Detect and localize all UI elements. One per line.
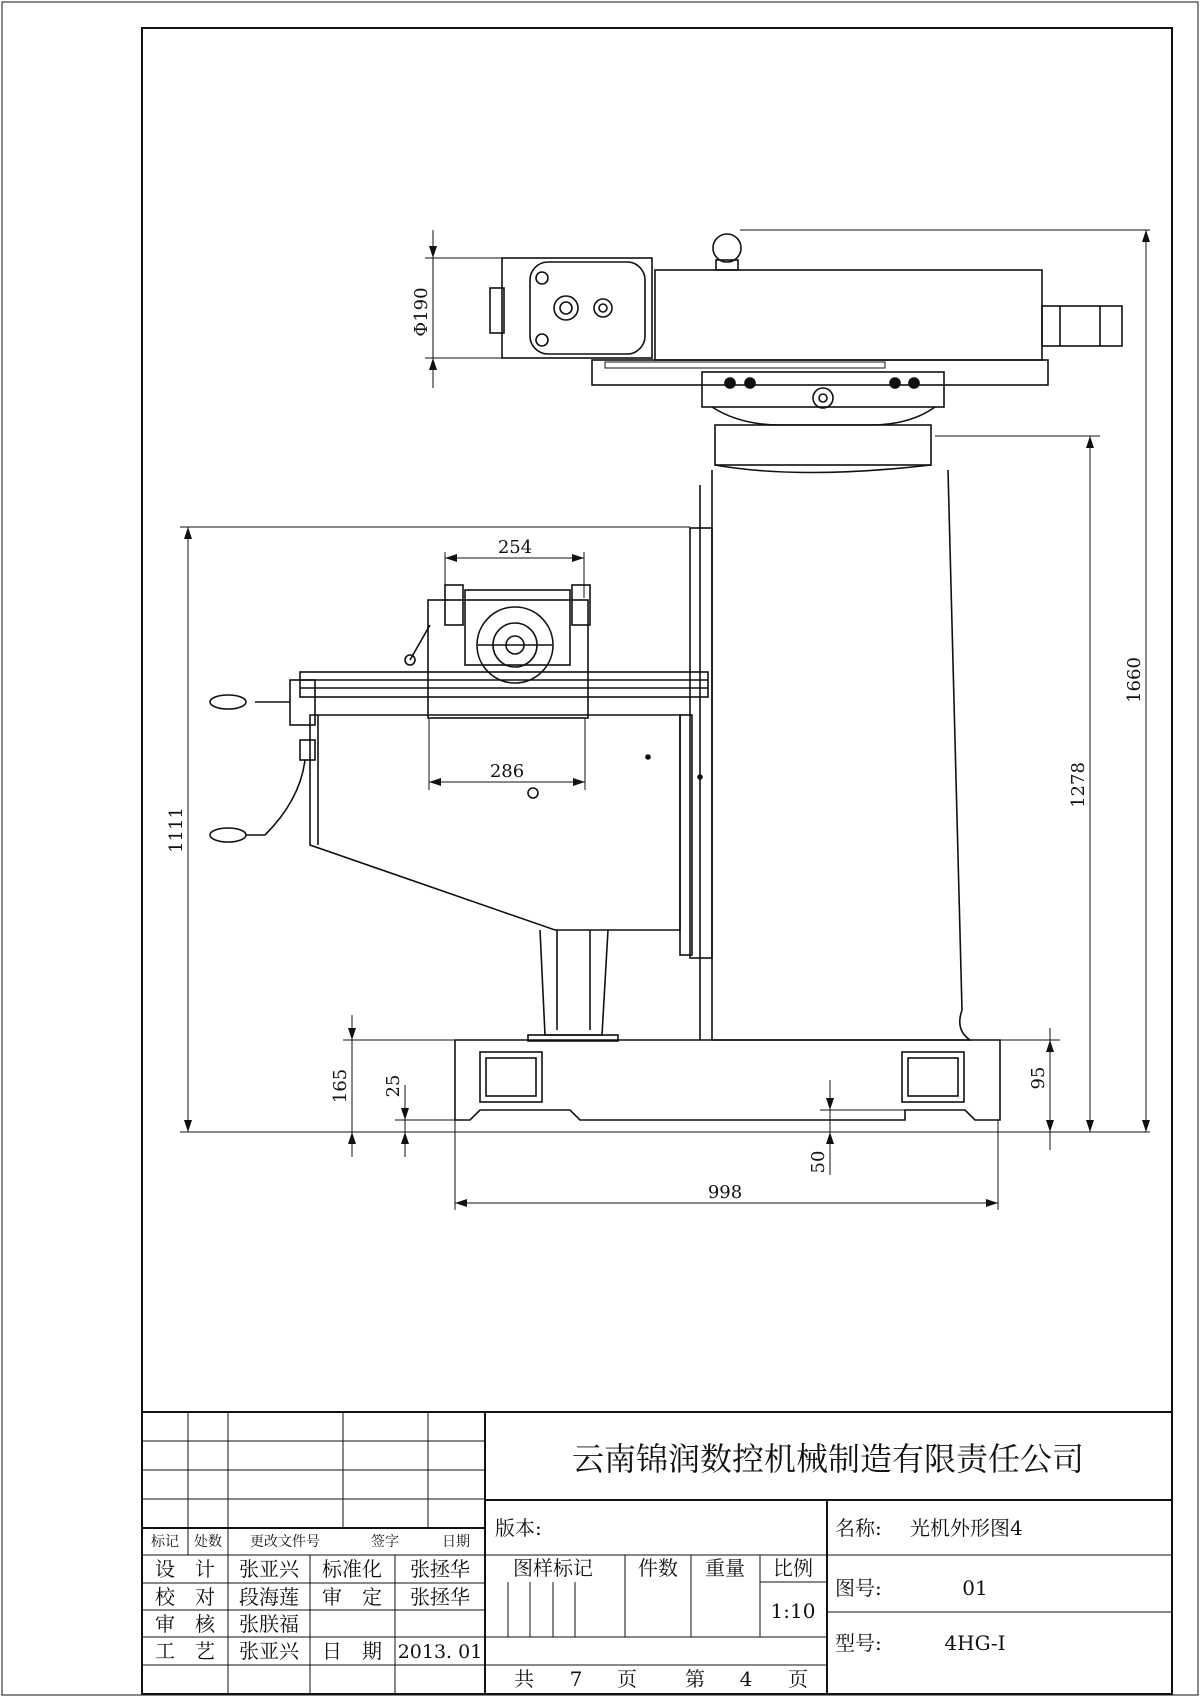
signoff-standard-name: 张拯华 — [410, 1557, 470, 1581]
dim-286: 286 — [489, 761, 525, 782]
dim-95: 95 — [1028, 1066, 1049, 1090]
signoff-review-name: 张朕福 — [239, 1612, 299, 1636]
pages-current-label: 第 — [685, 1667, 705, 1691]
pages-unit-2: 页 — [788, 1667, 808, 1691]
dim-254: 254 — [497, 537, 533, 558]
dimension-lines — [180, 230, 1150, 1210]
dim-50: 50 — [808, 1150, 829, 1174]
drawing-no: 01 — [962, 1576, 988, 1600]
signoff-approve-name: 张拯华 — [410, 1585, 470, 1609]
signoff-design-name: 张亚兴 — [239, 1557, 299, 1581]
signoff-review-role: 审 核 — [155, 1612, 215, 1636]
signoff-design-role: 设 计 — [155, 1557, 215, 1581]
model-value: 4HG-I — [944, 1631, 1006, 1655]
dim-165: 165 — [330, 1068, 351, 1104]
dim-1660: 1660 — [1124, 657, 1145, 703]
name-label: 名称: — [835, 1516, 882, 1540]
signoff-process-name: 张亚兴 — [239, 1639, 299, 1663]
dim-25: 25 — [383, 1074, 404, 1098]
rev-header-mark: 标记 — [151, 1534, 179, 1550]
version-label: 版本: — [495, 1516, 542, 1540]
scale-value: 1:10 — [770, 1599, 816, 1623]
drawing-no-label: 图号: — [835, 1576, 882, 1600]
dim-1278: 1278 — [1068, 762, 1089, 808]
rev-header-doc: 更改文件号 — [250, 1534, 320, 1550]
mark-header-scale: 比例 — [773, 1556, 813, 1580]
signoff-date-value: 2013. 01 — [397, 1641, 483, 1663]
drawing-name: 光机外形图4 — [910, 1516, 1023, 1540]
mark-header-quantity: 件数 — [638, 1556, 678, 1580]
rev-header-count: 处数 — [194, 1534, 222, 1550]
pages-total: 7 — [569, 1667, 583, 1691]
dim-1111: 1111 — [166, 807, 187, 853]
mark-header-weight: 重量 — [705, 1556, 745, 1580]
rev-header-sign: 签字 — [371, 1534, 399, 1550]
pages-current: 4 — [739, 1667, 753, 1691]
signoff-date-role: 日 期 — [322, 1639, 382, 1663]
signoff-check-role: 校 对 — [155, 1585, 215, 1609]
pages-total-label: 共 — [514, 1667, 534, 1691]
milling-machine-outline — [210, 234, 1122, 1120]
rev-header-date: 日期 — [442, 1534, 470, 1550]
signoff-standard-role: 标准化 — [322, 1557, 382, 1581]
signoff-process-role: 工 艺 — [155, 1639, 215, 1663]
signoff-check-name: 段海莲 — [239, 1585, 299, 1609]
company-name: 云南锦润数控机械制造有限责任公司 — [571, 1440, 1085, 1478]
mark-header-drawing-mark: 图样标记 — [513, 1556, 593, 1580]
dim-diameter-190: Φ190 — [411, 287, 432, 337]
pages-unit-1: 页 — [617, 1667, 637, 1691]
signoff-approve-role: 审 定 — [322, 1585, 382, 1609]
model-label: 型号: — [835, 1631, 882, 1655]
dimension-arrows — [184, 230, 1150, 1207]
dim-998: 998 — [707, 1182, 743, 1203]
